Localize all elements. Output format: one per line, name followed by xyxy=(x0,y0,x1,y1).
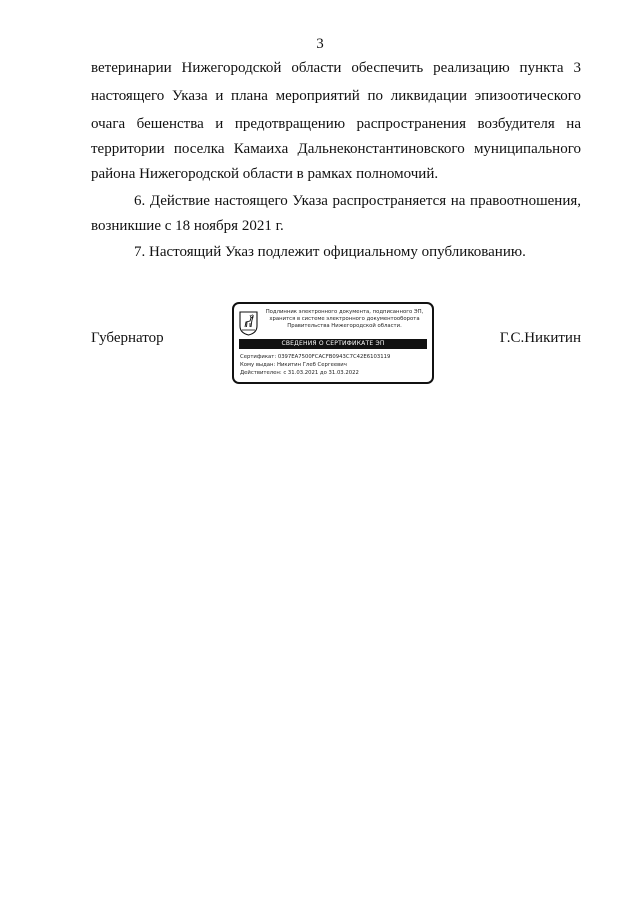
page-number: 3 xyxy=(316,36,324,52)
deer-emblem-icon xyxy=(239,311,258,336)
stamp-info xyxy=(260,309,429,330)
text-line: района Нижегородской области в рамках полномочий. xyxy=(91,166,439,182)
text-line: возникшие с 18 ноября 2021 г. xyxy=(91,218,284,234)
text-line: настоящего Указа и плана мероприятий по ликвидации эпизоотического xyxy=(91,88,581,104)
stamp-info-line: хранится в системе электронного документооборота xyxy=(269,316,420,322)
stamp-issued-to: Кому выдан: Никитин Глеб Сергеевич xyxy=(240,362,347,368)
text-line: 6. Действие настоящего Указа распространяется на правоотношения, xyxy=(134,193,581,209)
stamp-header: СВЕДЕНИЯ О СЕРТИФИКАТЕ ЭП xyxy=(239,339,427,349)
e-signature-stamp xyxy=(232,302,434,384)
signatory-name: Г.С.Никитин xyxy=(499,330,581,346)
stamp-certificate: Сертификат: 0397EA7500FCACFB0943C7C42E6103119 xyxy=(240,354,391,360)
stamp-validity: Действителен: с 31.03.2021 до 31.03.2022 xyxy=(240,370,359,376)
signatory-position: Губернатор xyxy=(91,330,164,346)
stamp-info-line: Правительства Нижегородской области. xyxy=(287,323,402,329)
text-line: очага бешенства и предотвращению распространения возбудителя на xyxy=(91,116,581,132)
text-line: ветеринарии Нижегородской области обеспечить реализацию пункта 3 xyxy=(91,60,581,76)
paragraph-7: 7. Настоящий Указ подлежит официальному опубликованию. xyxy=(134,244,526,260)
stamp-info-line: Подлинник электронного документа, подписанного ЭП, xyxy=(265,309,424,315)
text-line: территории поселка Камаиха Дальнеконстантиновского муниципального xyxy=(91,141,581,157)
